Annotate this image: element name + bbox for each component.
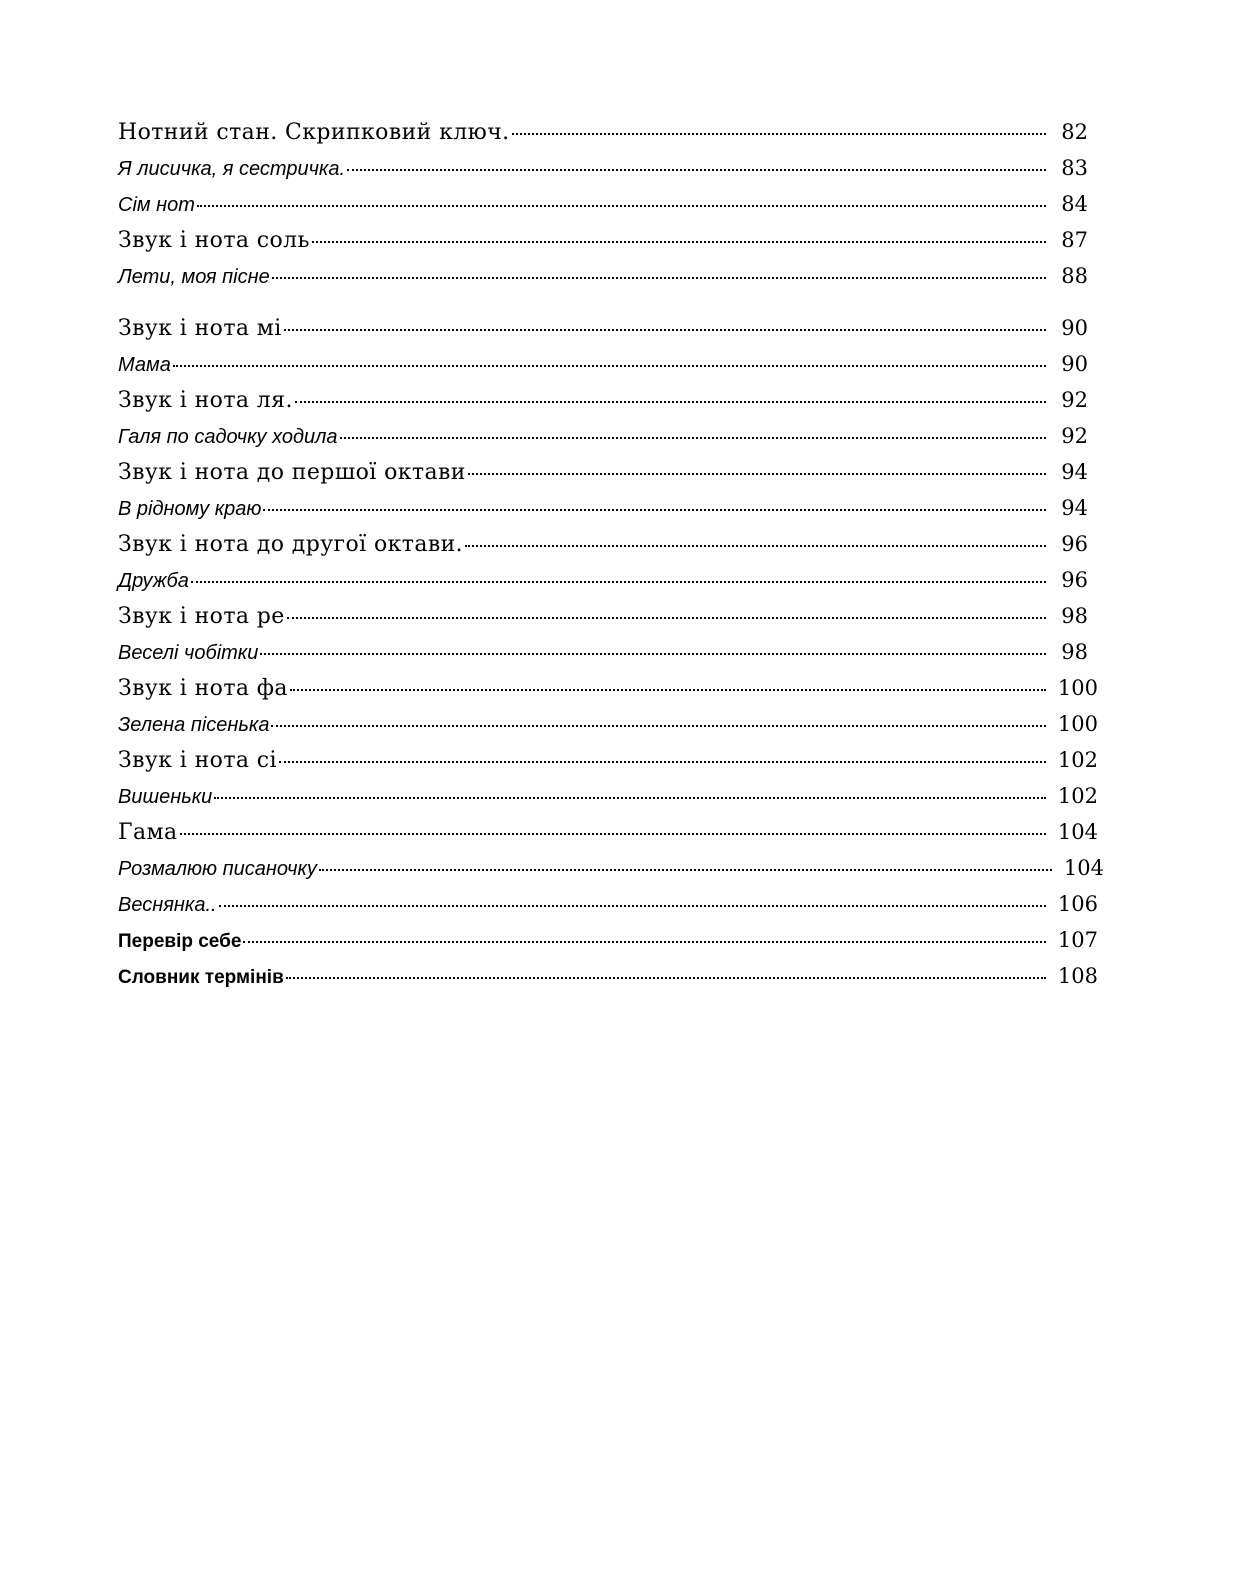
toc-entry-page: 100: [1057, 676, 1098, 700]
toc-dot-leader: [295, 399, 1046, 403]
toc-dot-leader: [312, 239, 1046, 243]
toc-entry[interactable]: [118, 634, 1098, 670]
toc-entry[interactable]: [118, 150, 1098, 186]
toc-entry-title: Звук і нота сі: [118, 748, 277, 773]
toc-entry[interactable]: [118, 850, 1104, 886]
toc-entry[interactable]: [118, 814, 1098, 850]
toc-entry-title: Словник термінів: [118, 967, 284, 988]
toc-dot-leader: [180, 831, 1046, 835]
toc-dot-leader: [287, 615, 1046, 619]
toc-entry-title: Дружба: [118, 570, 189, 592]
toc-dot-leader: [197, 203, 1046, 207]
toc-entry-title: Звук і нота соль: [118, 228, 310, 253]
toc-dot-leader: [271, 723, 1046, 727]
toc-dot-leader: [290, 687, 1046, 691]
toc-entry[interactable]: [118, 418, 1098, 454]
toc-entry-title: Веселі чобітки: [118, 642, 259, 664]
toc-dot-leader: [219, 903, 1046, 907]
toc-entry[interactable]: [118, 526, 1098, 562]
toc-entry-page: 96: [1061, 568, 1088, 592]
toc-entry[interactable]: [118, 670, 1098, 706]
toc-dot-leader: [243, 939, 1046, 943]
toc-entry[interactable]: [118, 346, 1098, 382]
toc-entry[interactable]: [118, 222, 1098, 258]
toc-entry-page: 100: [1057, 712, 1098, 736]
toc-entry[interactable]: [118, 598, 1098, 634]
toc-entry-page: 98: [1061, 604, 1088, 628]
toc-dot-leader: [340, 435, 1046, 439]
toc-entry-title: Я лисичка, я сестричка.: [118, 158, 346, 180]
toc-entry[interactable]: [118, 382, 1098, 418]
toc-entry[interactable]: [118, 490, 1098, 526]
toc-entry-title: Лети, моя пісне: [118, 266, 270, 288]
toc-dot-leader: [214, 795, 1046, 799]
toc-entry-page: 104: [1063, 856, 1104, 880]
toc-dot-leader: [465, 543, 1046, 547]
toc-entry-page: 108: [1057, 964, 1098, 988]
toc-entry-page: 107: [1057, 928, 1098, 952]
toc-entry[interactable]: [118, 562, 1098, 598]
toc-entry-title: Гама: [118, 820, 178, 845]
toc-entry-page: 83: [1061, 156, 1088, 180]
toc-entry-title: Звук і нота до другої октави.: [118, 532, 464, 557]
toc-entry[interactable]: [118, 114, 1098, 150]
toc-entry-page: 90: [1061, 352, 1088, 376]
toc-dot-leader: [286, 975, 1046, 979]
toc-dot-leader: [272, 275, 1046, 279]
toc-entry[interactable]: [118, 886, 1098, 922]
toc-entry-page: 98: [1061, 640, 1088, 664]
toc-entry-title: Галя по садочку ходила: [118, 426, 338, 448]
toc-entry-title: Звук і нота до першої октави: [118, 460, 466, 485]
toc-entry-title: Звук і нота ля.: [118, 388, 293, 413]
toc-entry-title: Розмалюю писаночку: [118, 858, 317, 880]
toc-entry[interactable]: [118, 778, 1098, 814]
toc-entry[interactable]: [118, 454, 1098, 490]
toc-entry-page: 102: [1057, 784, 1098, 808]
toc-entry[interactable]: [118, 706, 1098, 742]
toc-entry[interactable]: [118, 258, 1098, 294]
toc-entry-title: Нотний стан. Скрипковий ключ.: [118, 120, 510, 145]
toc-entry-page: 92: [1061, 424, 1088, 448]
toc-entry[interactable]: [118, 922, 1098, 958]
toc-entry[interactable]: [118, 186, 1098, 222]
toc-entry-title: Веснянка..: [118, 894, 217, 916]
toc-entry-title: В рідному краю: [118, 498, 262, 520]
toc-entry-page: 96: [1061, 532, 1088, 556]
toc-dot-leader: [468, 471, 1046, 475]
toc-entry-page: 82: [1061, 120, 1088, 144]
toc-dot-leader: [260, 651, 1046, 655]
toc-entry[interactable]: [118, 742, 1098, 778]
toc-entry-title: Вишеньки: [118, 786, 213, 808]
toc-entry-title: Перевір себе: [118, 931, 242, 952]
toc-entry-page: 94: [1061, 460, 1088, 484]
toc-entry-page: 102: [1057, 748, 1098, 772]
toc-entry-title: Мама: [118, 354, 171, 376]
toc-dot-leader: [347, 167, 1046, 171]
toc-entry-title: Звук і нота ре: [118, 604, 285, 629]
toc-entry[interactable]: [118, 310, 1098, 346]
toc-dot-leader: [319, 867, 1052, 871]
toc-entry-page: 88: [1061, 264, 1088, 288]
toc-entry-title: Звук і нота фа: [118, 676, 288, 701]
toc-entry-title: Звук і нота мі: [118, 316, 282, 341]
toc-entry-page: 84: [1061, 192, 1088, 216]
toc-dot-leader: [284, 327, 1046, 331]
toc-dot-leader: [279, 759, 1046, 763]
toc-dot-leader: [191, 579, 1046, 583]
toc-dot-leader: [263, 507, 1046, 511]
toc-entry-page: 106: [1057, 892, 1098, 916]
toc-entry-page: 90: [1061, 316, 1088, 340]
table-of-contents: [118, 114, 1104, 994]
toc-entry-page: 104: [1057, 820, 1098, 844]
toc-entry-title: Сім нот: [118, 194, 195, 216]
toc-entry-page: 92: [1061, 388, 1088, 412]
toc-entry-title: Зелена пісенька: [118, 714, 270, 736]
toc-entry-page: 94: [1061, 496, 1088, 520]
toc-entry-page: 87: [1061, 228, 1088, 252]
toc-dot-leader: [512, 131, 1046, 135]
toc-dot-leader: [173, 363, 1046, 367]
toc-entry[interactable]: [118, 958, 1098, 994]
